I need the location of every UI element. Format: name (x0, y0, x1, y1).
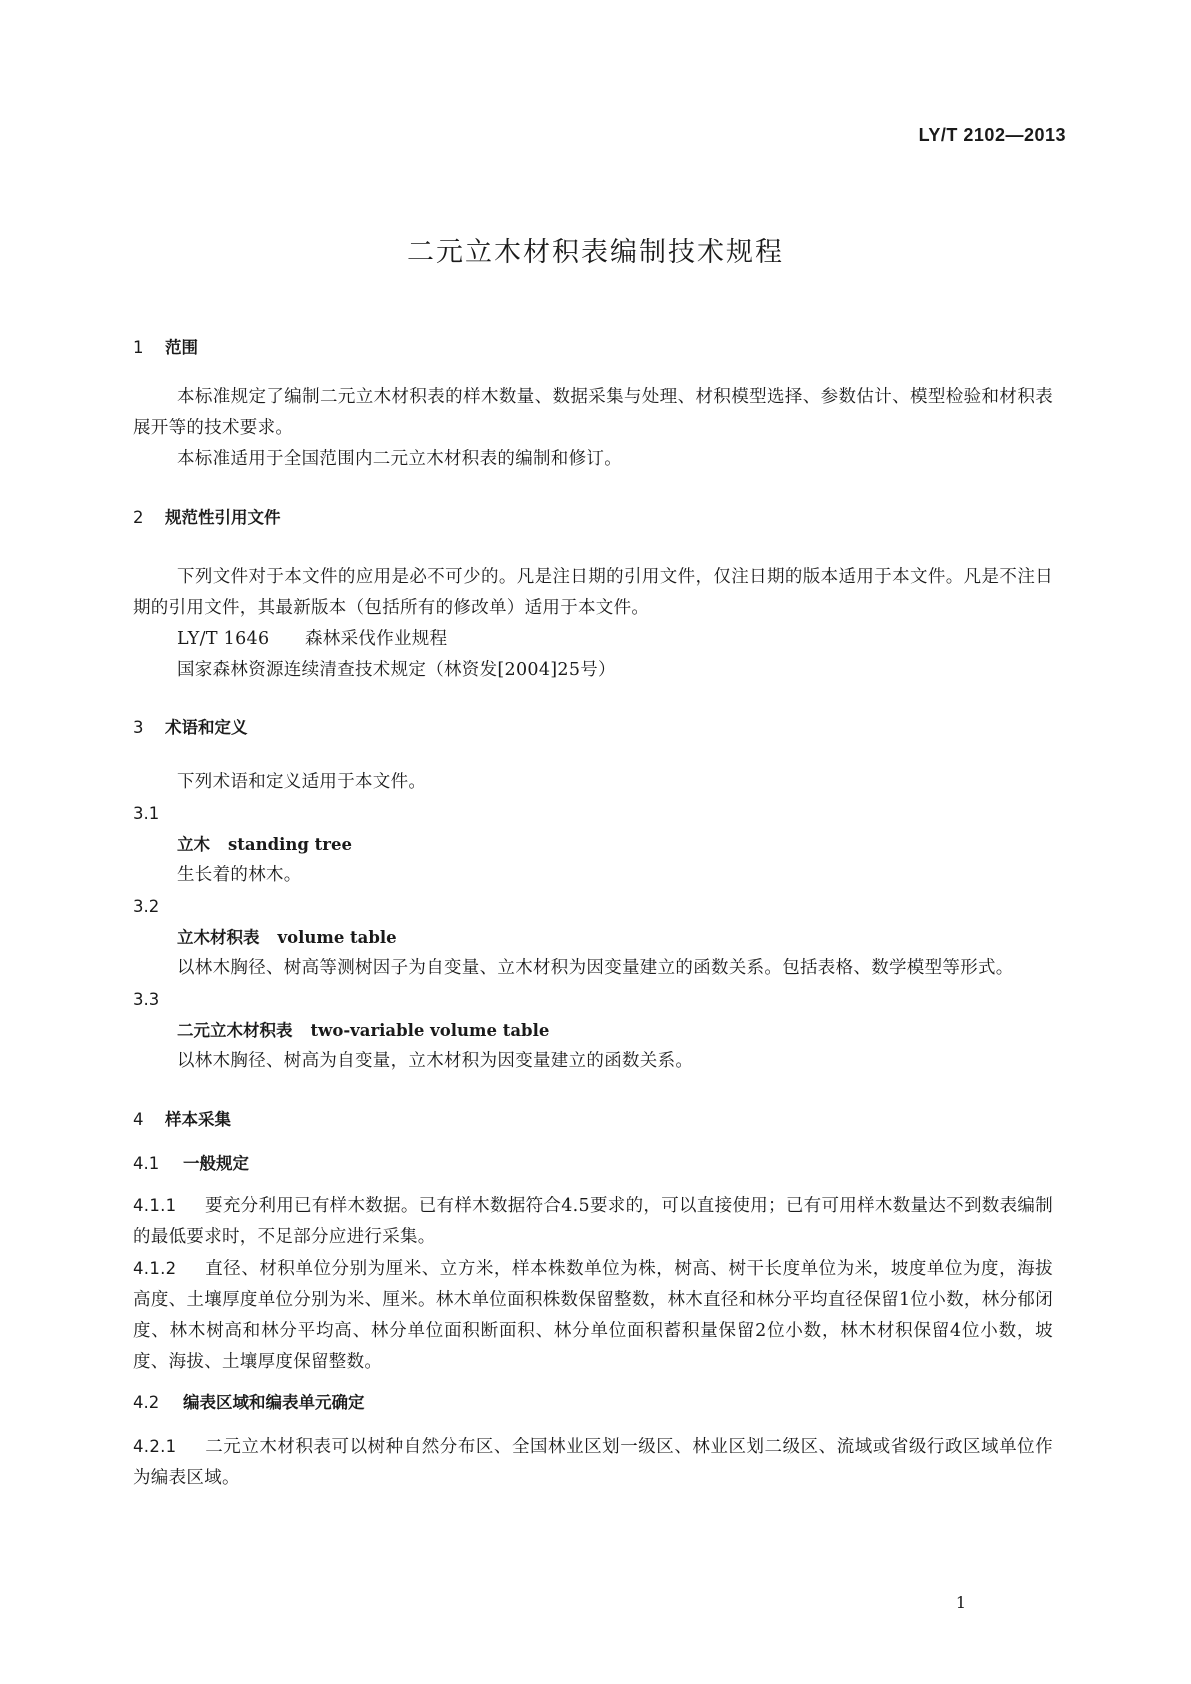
clause-text: 要充分利用已有样木数据。已有样木数据符合4.5要求的，可以直接使用；已有可用样木数量达不到数表编制的最低要求时，不足部分应进行采集。 (133, 1196, 1053, 1247)
term-heading (133, 829, 1053, 860)
term-number: 3.2 (133, 897, 160, 916)
section-1-paragraph-1: 本标准规定了编制二元立木材积表的样木数量、数据采集与处理、材积模型选择、参数估计、模型检验和材积表展开等的技术要求。 (133, 387, 1053, 438)
document-body (133, 337, 1053, 1494)
section-title: 规范性引用文件 (165, 508, 281, 527)
reference-code: LY/T 1646 (177, 629, 270, 649)
term-definition: 以林木胸径、树高为自变量，立木材积为因变量建立的函数关系。 (177, 1051, 694, 1071)
page-number: 1 (955, 1593, 966, 1612)
term-english: volume table (277, 928, 397, 947)
subsection-number: 4.2 (133, 1393, 160, 1412)
term-english: standing tree (228, 835, 352, 854)
term-definition: 以林木胸径、树高等测树因子为自变量、立木材积为因变量建立的函数关系。包括表格、数学模型等形式。 (177, 958, 1014, 978)
clause-text: 二元立木材积表可以树种自然分布区、全国林业区划一级区、林业区划二级区、流域或省级行政区域单位作为编表区域。 (133, 1437, 1053, 1488)
clause-number: 4.1.2 (133, 1259, 177, 1278)
section-number: 1 (133, 338, 144, 357)
section-title: 样本采集 (165, 1110, 231, 1129)
section-title: 范围 (165, 338, 198, 357)
reference-item-2: 国家森林资源连续清查技术规定（林资发[2004]25号） (177, 660, 616, 680)
subsection-4-1-heading (133, 1153, 1053, 1175)
section-1-paragraph-2: 本标准适用于全国范围内二元立木材积表的编制和修订。 (177, 449, 622, 469)
clause-4-1-1 (133, 1190, 1053, 1253)
term-heading (133, 922, 1053, 953)
term-number: 3.3 (133, 990, 160, 1009)
term-definition: 生长着的林木。 (177, 865, 302, 885)
section-2-heading (133, 507, 1053, 529)
subsection-title: 编表区域和编表单元确定 (183, 1393, 365, 1412)
section-number: 3 (133, 718, 144, 737)
reference-title: 森林采伐作业规程 (305, 629, 448, 649)
section-3-heading (133, 717, 1053, 739)
clause-4-1-2 (133, 1253, 1053, 1378)
subsection-4-2-heading (133, 1392, 1053, 1414)
clause-text: 直径、材积单位分别为厘米、立方米，样本株数单位为株，树高、树干长度单位为米，坡度单位为度，海拔高度、土壤厚度单位分别为米、厘米。林木单位面积株数保留整数，林木直径和林分平均直径保留1位小数，林分郁闭度、林木树高和林分平均高、林分单位面积断面积、林分单位面积蓄积量保留2位小数，林木材积保留4位小数，坡度、海拔、土壤厚度保留整数。 (133, 1259, 1053, 1372)
section-1-heading (133, 337, 1053, 359)
clause-number: 4.1.1 (133, 1196, 177, 1215)
term-chinese: 立木材积表 (177, 928, 260, 947)
subsection-title: 一般规定 (183, 1154, 249, 1173)
term-english: two-variable volume table (310, 1021, 550, 1040)
clause-number: 4.2.1 (133, 1437, 177, 1456)
section-2-paragraph-1: 下列文件对于本文件的应用是必不可少的。凡是注日期的引用文件，仅注日期的版本适用于本文件。凡是不注日期的引用文件，其最新版本（包括所有的修改单）适用于本文件。 (133, 567, 1053, 618)
term-chinese: 二元立木材积表 (177, 1021, 293, 1040)
term-number: 3.1 (133, 804, 160, 823)
section-number: 2 (133, 508, 144, 527)
term-heading (133, 1015, 1053, 1046)
clause-4-2-1 (133, 1431, 1053, 1494)
section-number: 4 (133, 1110, 144, 1129)
reference-item-1 (133, 624, 1053, 655)
section-3-intro: 下列术语和定义适用于本文件。 (177, 772, 427, 792)
term-chinese: 立木 (177, 835, 210, 854)
document-title: 二元立木材积表编制技术规程 (407, 237, 784, 268)
subsection-number: 4.1 (133, 1154, 160, 1173)
standard-code: LY/T 2102—2013 (918, 125, 1066, 145)
section-title: 术语和定义 (165, 718, 248, 737)
section-4-heading (133, 1109, 1053, 1131)
